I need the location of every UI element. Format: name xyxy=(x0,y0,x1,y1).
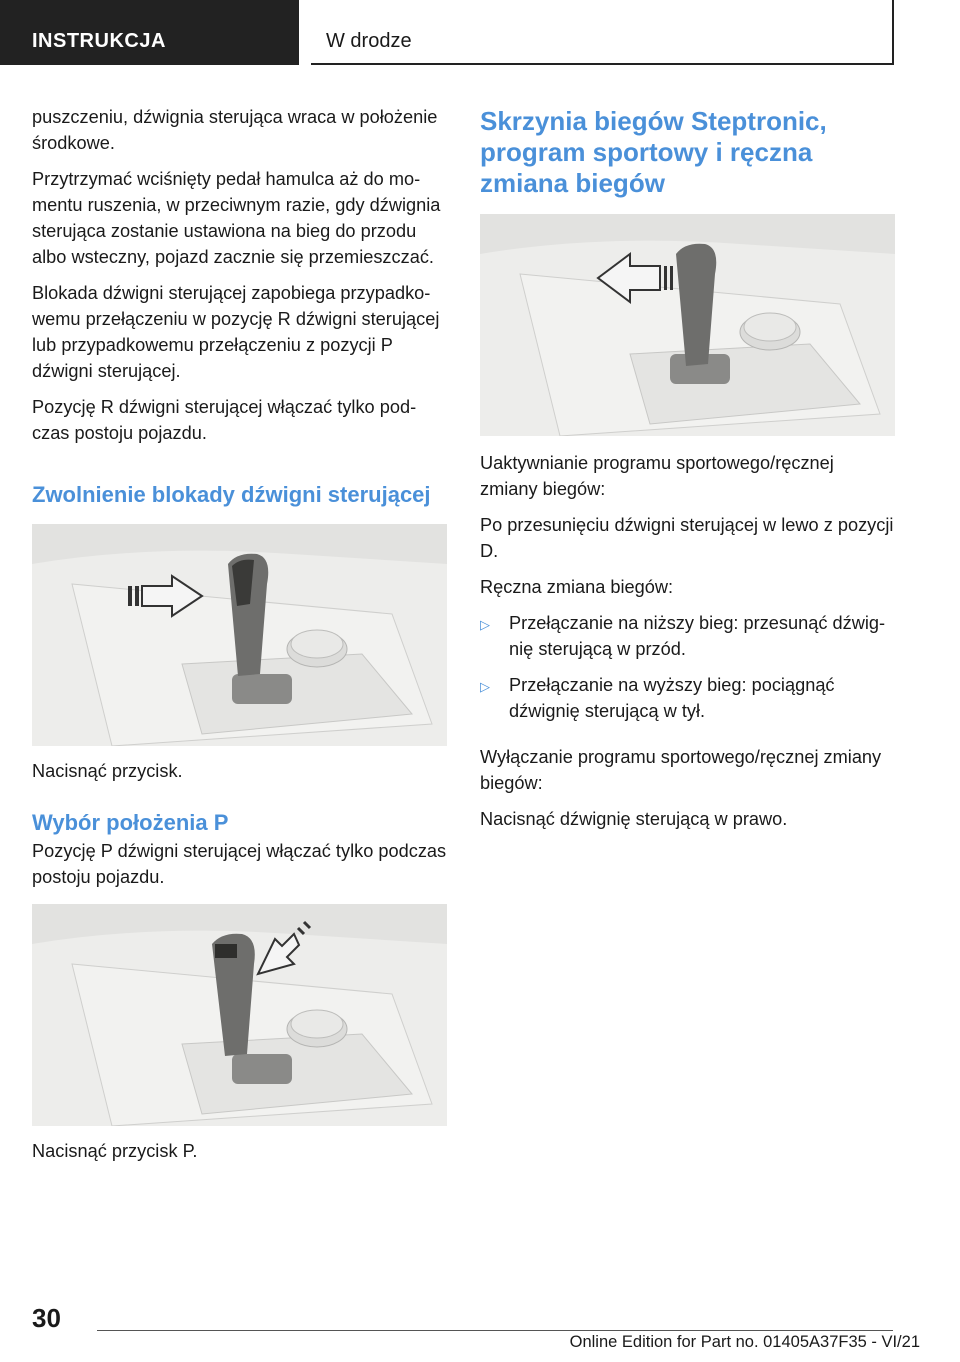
paragraph: Przytrzymać wciśnięty pedał hamulca aż do momentu ruszenia, w przeciwnym razie, gdy dźwignia sterująca zostanie ustawiona na bieg do przodu albo wsteczny, pojazd zacznie się przemieszczać. xyxy=(32,169,441,267)
list-item xyxy=(480,610,895,662)
paragraph: Pozycję R dźwigni sterującej włączać tylko podczas postoju pojazdu. xyxy=(32,397,417,443)
footer-divider xyxy=(97,1330,893,1331)
figure-caption: Nacisnąć przycisk. xyxy=(32,761,183,781)
paragraph: puszczeniu, dźwignia sterująca wraca w położenie środkowe. xyxy=(32,107,438,153)
list-item xyxy=(480,672,895,724)
figure-caption: Nacisnąć przycisk P. xyxy=(32,1141,198,1161)
paragraph: Ręczna zmiana biegów: xyxy=(480,577,674,597)
gear-selector-illustration-steptronic xyxy=(480,214,895,436)
paragraph: Pozycję P dźwigni sterującej włączać tylko podczas postoju pojazdu. xyxy=(32,841,447,887)
paragraph: Blokada dźwigni sterującej zapobiega przypadkowemu przełączeniu w pozycję R dźwigni sterującej lub przypadkowemu przełączeniu z pozycji P dźwigni sterującej. xyxy=(32,283,440,381)
header-chapter-label: W drodze xyxy=(326,30,412,52)
gear-selector-illustration-release xyxy=(32,524,447,746)
triangle-bullet-icon: ▷ xyxy=(480,679,490,694)
section-heading-steptronic: Skrzynia biegów Steptronic, program sportowy i ręczna zmiana biegów xyxy=(480,106,827,198)
list-item-text: Przełączanie na wyższy bieg: pociągnąć dźwignię sterującą w tył. xyxy=(509,675,835,721)
paragraph: Nacisnąć dźwignię sterującą w prawo. xyxy=(480,809,788,829)
section-heading-release: Zwolnienie blokady dźwigni sterującej xyxy=(32,482,431,507)
section-heading-park: Wybór położenia P xyxy=(32,810,229,835)
paragraph: Po przesunięciu dźwigni sterującej w lewo z pozycji D. xyxy=(480,515,894,561)
triangle-bullet-icon: ▷ xyxy=(480,617,490,632)
list-item-text: Przełączanie na niższy bieg: przesunąć dźwignię sterującą w przód. xyxy=(509,613,886,659)
paragraph: Wyłączanie programu sportowego/ręcznej zmiany biegów: xyxy=(480,747,882,793)
left-column xyxy=(32,104,447,1174)
footer-edition: Online Edition for Part no. 01405A37F35 - VI/21 xyxy=(569,1333,920,1351)
steps-list xyxy=(480,610,895,724)
right-column xyxy=(480,104,895,842)
header-section-label: INSTRUKCJA xyxy=(32,30,166,52)
paragraph: Uaktywnianie programu sportowego/ręcznej zmiany biegów: xyxy=(480,453,834,499)
header-chapter-tab xyxy=(311,0,894,65)
gear-selector-illustration-park xyxy=(32,904,447,1126)
page-number: 30 xyxy=(32,1303,61,1333)
header-section-tab xyxy=(0,0,299,65)
